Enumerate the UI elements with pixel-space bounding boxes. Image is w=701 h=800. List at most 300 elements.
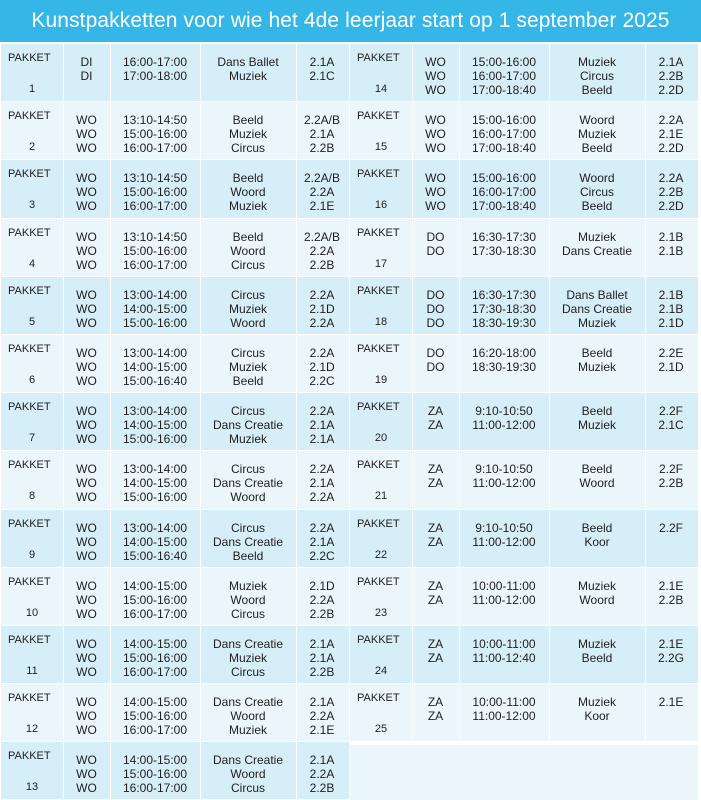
- discipline-cell: [200, 102, 296, 159]
- package-label-cell: [350, 219, 412, 276]
- discipline-cell: [200, 742, 296, 799]
- group: 2.2B: [658, 592, 684, 607]
- time: 14:00-15:00: [122, 418, 188, 433]
- discipline-cell: [549, 160, 645, 217]
- package-row: [1, 102, 349, 160]
- discipline: Dans Ballet: [566, 287, 628, 302]
- group: 2.1A: [309, 636, 335, 651]
- discipline: Dans Ballet: [217, 55, 279, 69]
- group: 2.2A: [309, 520, 335, 535]
- time: 9:10-10:50: [475, 520, 533, 535]
- column-divider: [200, 219, 201, 276]
- column-divider: [549, 335, 550, 392]
- group: 2.1A: [309, 127, 335, 142]
- package-label-cell: [1, 219, 63, 276]
- discipline-cell: [549, 393, 645, 450]
- time: 9:10-10:50: [475, 404, 533, 419]
- discipline: Muziek: [577, 418, 616, 433]
- day-cell: [63, 451, 110, 508]
- group: 2.1A: [309, 476, 335, 491]
- time: 15:00-16:00: [122, 592, 188, 607]
- time-cell: [459, 510, 549, 567]
- discipline: Circus: [230, 257, 265, 272]
- discipline: Woord: [230, 243, 266, 258]
- group: 2.1B: [658, 243, 684, 258]
- package-label-cell: [1, 335, 63, 392]
- package-row: [350, 451, 698, 509]
- discipline: Muziek: [577, 636, 616, 651]
- column-divider: [296, 510, 297, 567]
- package-number: 16: [374, 199, 388, 212]
- discipline: Muziek: [228, 359, 267, 374]
- time: 15:00-16:40: [122, 548, 188, 563]
- day: WO: [76, 373, 97, 388]
- time-cell: [110, 219, 200, 276]
- group: 2.2A: [309, 287, 335, 302]
- discipline-cell: [200, 44, 296, 101]
- time-cell: [459, 626, 549, 683]
- column-divider: [645, 160, 646, 217]
- group: 2.2B: [309, 141, 335, 156]
- package-number: 3: [28, 199, 36, 212]
- day-cell: [412, 451, 459, 508]
- day-cell: [63, 393, 110, 450]
- package-label: PAKKET: [357, 459, 400, 472]
- column-divider: [459, 219, 460, 276]
- group: 2.1E: [658, 636, 684, 651]
- time: 14:00-15:00: [122, 695, 188, 710]
- group: 2.2B: [309, 781, 335, 796]
- discipline: Beeld: [581, 83, 613, 97]
- package-number: 24: [374, 664, 388, 677]
- time: 16:00-17:00: [471, 185, 537, 200]
- day: WO: [425, 127, 446, 142]
- discipline: Muziek: [577, 578, 616, 593]
- column-divider: [200, 160, 201, 217]
- column-divider: [459, 335, 460, 392]
- column-divider: [459, 102, 460, 159]
- column-divider: [549, 160, 550, 217]
- discipline: Dans Creatie: [212, 476, 284, 491]
- discipline: Muziek: [577, 315, 616, 330]
- time-cell: [110, 568, 200, 625]
- column-divider: [459, 160, 460, 217]
- time: 11:00-12:00: [472, 418, 536, 433]
- column-divider: [549, 219, 550, 276]
- group: 2.2F: [658, 404, 683, 419]
- day: ZA: [427, 418, 444, 433]
- discipline: Woord: [579, 171, 615, 186]
- group: 2.2A: [309, 243, 335, 258]
- discipline: Woord: [230, 490, 266, 505]
- column-divider: [200, 102, 201, 159]
- group: 2.2F: [658, 462, 683, 477]
- day: DO: [426, 287, 445, 302]
- day: DO: [426, 229, 445, 244]
- day: WO: [76, 664, 97, 679]
- package-label-cell: [350, 277, 412, 334]
- time: 15:00-16:00: [122, 315, 188, 330]
- group: 2.1B: [658, 287, 684, 302]
- discipline: Dans Creatie: [212, 753, 284, 768]
- discipline: Koor: [584, 534, 610, 549]
- day: WO: [76, 490, 97, 505]
- package-number: 12: [25, 723, 39, 736]
- package-label-cell: [350, 102, 412, 159]
- package-number: 9: [28, 548, 36, 561]
- day-cell: [63, 160, 110, 217]
- discipline-cell: [200, 684, 296, 741]
- package-number: 18: [374, 315, 388, 328]
- column-divider: [412, 451, 413, 508]
- time: 16:00-17:00: [122, 55, 188, 69]
- time: 17:00-18:40: [471, 83, 537, 97]
- day: ZA: [427, 476, 444, 491]
- package-label: PAKKET: [357, 633, 400, 646]
- day: WO: [76, 650, 97, 665]
- time: 15:00-16:00: [122, 490, 188, 505]
- time-cell: [110, 44, 200, 101]
- packages-left-column: [1, 44, 349, 800]
- discipline-cell: [200, 160, 296, 217]
- time: 16:00-17:00: [122, 141, 188, 156]
- time: 15:00-16:00: [122, 767, 188, 782]
- discipline-cell: [549, 335, 645, 392]
- time: 16:00-17:00: [471, 69, 537, 83]
- time: 9:10-10:50: [475, 462, 533, 477]
- column-divider: [110, 102, 111, 159]
- package-number: 11: [26, 664, 38, 677]
- group-cell: [645, 568, 697, 625]
- group: 2.2B: [658, 185, 684, 200]
- group: 2.2B: [658, 69, 684, 83]
- group-cell: [645, 684, 697, 741]
- day: WO: [76, 432, 97, 447]
- group-cell: [296, 684, 348, 741]
- group-cell: [296, 568, 348, 625]
- discipline: Dans Creatie: [212, 695, 284, 710]
- day: ZA: [427, 650, 444, 665]
- day: WO: [76, 462, 97, 477]
- time: 14:00-15:00: [122, 578, 188, 593]
- group: 2.2A: [309, 345, 335, 360]
- column-divider: [645, 102, 646, 159]
- package-row: [350, 393, 698, 451]
- group: 2.1E: [658, 127, 684, 142]
- group: 2.2A/B: [303, 229, 341, 244]
- discipline-cell: [200, 626, 296, 683]
- column-divider: [549, 277, 550, 334]
- day: WO: [425, 141, 446, 156]
- time: 16:00-17:00: [122, 606, 188, 621]
- column-divider: [645, 684, 646, 741]
- time-cell: [459, 160, 549, 217]
- discipline: Beeld: [232, 548, 264, 563]
- discipline: Muziek: [577, 359, 616, 374]
- discipline-cell: [549, 451, 645, 508]
- package-label-cell: [1, 393, 63, 450]
- discipline-cell: [200, 277, 296, 334]
- time: 15:00-16:00: [122, 709, 188, 724]
- group: 2.1B: [658, 301, 684, 316]
- time: 13:00-14:00: [122, 287, 188, 302]
- time-cell: [459, 102, 549, 159]
- day: WO: [76, 753, 97, 768]
- discipline: Woord: [579, 476, 615, 491]
- day: WO: [76, 171, 97, 186]
- time: 17:30-18:30: [471, 243, 537, 258]
- package-label: PAKKET: [8, 750, 51, 763]
- group: 2.2A/B: [303, 171, 341, 186]
- discipline: Beeld: [581, 141, 613, 156]
- time-cell: [459, 451, 549, 508]
- day-cell: [63, 742, 110, 799]
- day: ZA: [427, 695, 444, 710]
- day: DO: [426, 243, 445, 258]
- column-divider: [200, 277, 201, 334]
- discipline: Woord: [579, 113, 615, 128]
- column-divider: [63, 160, 64, 217]
- time: 14:00-15:00: [122, 359, 188, 374]
- package-number: 14: [374, 83, 388, 95]
- group: 2.2A: [309, 185, 335, 200]
- package-label-cell: [350, 568, 412, 625]
- group: 2.1A: [309, 418, 335, 433]
- column-divider: [110, 684, 111, 741]
- group: 2.2A: [309, 490, 335, 505]
- discipline: Dans Creatie: [561, 243, 633, 258]
- time: 16:00-17:00: [122, 199, 188, 214]
- group: 2.1C: [309, 69, 335, 83]
- group-cell: [645, 451, 697, 508]
- time: 13:10-14:50: [122, 229, 188, 244]
- day: WO: [76, 578, 97, 593]
- day-cell: [63, 102, 110, 159]
- discipline: Muziek: [228, 301, 267, 316]
- day: WO: [425, 55, 446, 69]
- column-divider: [412, 568, 413, 625]
- column-divider: [296, 335, 297, 392]
- column-divider: [63, 44, 64, 101]
- group: 2.2A: [658, 113, 684, 128]
- package-label-cell: [350, 451, 412, 508]
- package-number: 10: [25, 606, 39, 619]
- package-row: [1, 393, 349, 451]
- group-cell: [645, 102, 697, 159]
- package-label: PAKKET: [8, 284, 51, 297]
- discipline: Woord: [230, 709, 266, 724]
- time-cell: [459, 219, 549, 276]
- column-divider: [110, 44, 111, 101]
- day: ZA: [427, 520, 444, 535]
- time-cell: [110, 742, 200, 799]
- discipline: Muziek: [228, 650, 267, 665]
- time: 13:10-14:50: [122, 171, 188, 186]
- discipline: Beeld: [232, 113, 264, 128]
- column-divider: [110, 160, 111, 217]
- group: 2.1D: [658, 359, 684, 374]
- day-cell: [63, 44, 110, 101]
- day-cell: [412, 335, 459, 392]
- discipline: Muziek: [577, 55, 616, 69]
- group: 2.2D: [658, 83, 684, 97]
- column-divider: [63, 277, 64, 334]
- package-label: PAKKET: [357, 692, 400, 705]
- package-label-cell: [1, 102, 63, 159]
- group: 2.1E: [658, 578, 684, 593]
- package-label-cell: [1, 160, 63, 217]
- time-cell: [110, 160, 200, 217]
- day: ZA: [427, 578, 444, 593]
- group: 2.2F: [658, 520, 683, 535]
- column-divider: [110, 451, 111, 508]
- package-label: PAKKET: [357, 342, 400, 355]
- group: 2.2B: [658, 476, 684, 491]
- column-divider: [296, 626, 297, 683]
- discipline-cell: [200, 510, 296, 567]
- time: 15:00-16:00: [471, 113, 537, 128]
- column-divider: [200, 684, 201, 741]
- column-divider: [296, 451, 297, 508]
- column-divider: [459, 451, 460, 508]
- column-divider: [459, 626, 460, 683]
- group: 2.1D: [658, 315, 684, 330]
- discipline: Circus: [230, 606, 265, 621]
- discipline-cell: [549, 684, 645, 741]
- package-number: 4: [28, 257, 36, 270]
- column-divider: [645, 393, 646, 450]
- package-label-cell: [1, 44, 63, 101]
- discipline: Beeld: [581, 199, 613, 214]
- time: 13:00-14:00: [122, 345, 188, 360]
- column-divider: [412, 510, 413, 567]
- time: 16:20-18:00: [471, 345, 537, 360]
- package-row: [1, 626, 349, 684]
- column-divider: [549, 102, 550, 159]
- discipline: Woord: [230, 767, 266, 782]
- day-cell: [412, 393, 459, 450]
- discipline: Beeld: [232, 373, 264, 388]
- time: 17:30-18:30: [471, 301, 537, 316]
- discipline-cell: [549, 510, 645, 567]
- package-label-cell: [350, 160, 412, 217]
- column-divider: [63, 684, 64, 741]
- group: 2.1D: [309, 359, 335, 374]
- package-label: PAKKET: [357, 52, 400, 64]
- column-divider: [459, 684, 460, 741]
- time-cell: [459, 335, 549, 392]
- package-label: PAKKET: [8, 459, 51, 472]
- column-divider: [200, 626, 201, 683]
- discipline: Beeld: [232, 229, 264, 244]
- discipline: Dans Creatie: [561, 301, 633, 316]
- column-divider: [645, 219, 646, 276]
- time: 13:00-14:00: [122, 462, 188, 477]
- package-label: PAKKET: [357, 401, 400, 414]
- discipline-cell: [549, 102, 645, 159]
- group: 2.2D: [658, 141, 684, 156]
- discipline: Muziek: [577, 127, 616, 142]
- package-row: [350, 219, 698, 277]
- time: 10:00-11:00: [472, 636, 536, 651]
- column-divider: [63, 335, 64, 392]
- group-cell: [296, 277, 348, 334]
- day: WO: [425, 113, 446, 128]
- column-divider: [459, 393, 460, 450]
- discipline-cell: [200, 335, 296, 392]
- day: WO: [76, 257, 97, 272]
- package-row: [350, 335, 698, 393]
- day: ZA: [427, 534, 444, 549]
- discipline: Beeld: [581, 345, 613, 360]
- column-divider: [200, 510, 201, 567]
- group-cell: [645, 335, 697, 392]
- group: 2.2B: [309, 257, 335, 272]
- discipline: Muziek: [228, 578, 267, 593]
- package-number: 5: [28, 315, 36, 328]
- column-divider: [549, 451, 550, 508]
- column-divider: [110, 393, 111, 450]
- day: DO: [426, 345, 445, 360]
- time: 10:00-11:00: [472, 578, 536, 593]
- time: 17:00-18:40: [471, 141, 537, 156]
- column-divider: [296, 44, 297, 101]
- column-divider: [412, 219, 413, 276]
- column-divider: [549, 568, 550, 625]
- package-label-cell: [350, 393, 412, 450]
- discipline-cell: [549, 277, 645, 334]
- day: DI: [80, 69, 93, 83]
- day-cell: [412, 277, 459, 334]
- day: WO: [76, 695, 97, 710]
- group: 2.1D: [309, 578, 335, 593]
- package-number: 25: [374, 723, 388, 736]
- group-cell: [296, 102, 348, 159]
- column-divider: [412, 102, 413, 159]
- time-cell: [110, 684, 200, 741]
- package-number: 19: [374, 373, 388, 386]
- column-divider: [63, 742, 64, 799]
- time: 14:00-15:00: [122, 534, 188, 549]
- day: DO: [426, 301, 445, 316]
- package-row: [350, 684, 698, 742]
- package-label: PAKKET: [357, 575, 400, 588]
- day: WO: [76, 243, 97, 258]
- column-divider: [200, 44, 201, 101]
- time-cell: [459, 393, 549, 450]
- group: 2.1A: [309, 650, 335, 665]
- group: 2.2A: [309, 315, 335, 330]
- package-row: [350, 44, 698, 102]
- package-number: 17: [374, 257, 388, 270]
- package-row: [1, 742, 349, 800]
- day: ZA: [427, 404, 444, 419]
- day: WO: [76, 185, 97, 200]
- discipline-cell: [200, 568, 296, 625]
- group: 2.2A: [309, 709, 335, 724]
- day-cell: [412, 568, 459, 625]
- column-divider: [63, 568, 64, 625]
- group: 2.1A: [658, 55, 684, 69]
- day-cell: [63, 335, 110, 392]
- day: WO: [76, 127, 97, 142]
- discipline: Circus: [230, 664, 265, 679]
- time-cell: [459, 277, 549, 334]
- day: WO: [76, 404, 97, 419]
- group: 2.1A: [309, 55, 335, 69]
- group: 2.2A: [309, 767, 335, 782]
- day-cell: [412, 510, 459, 567]
